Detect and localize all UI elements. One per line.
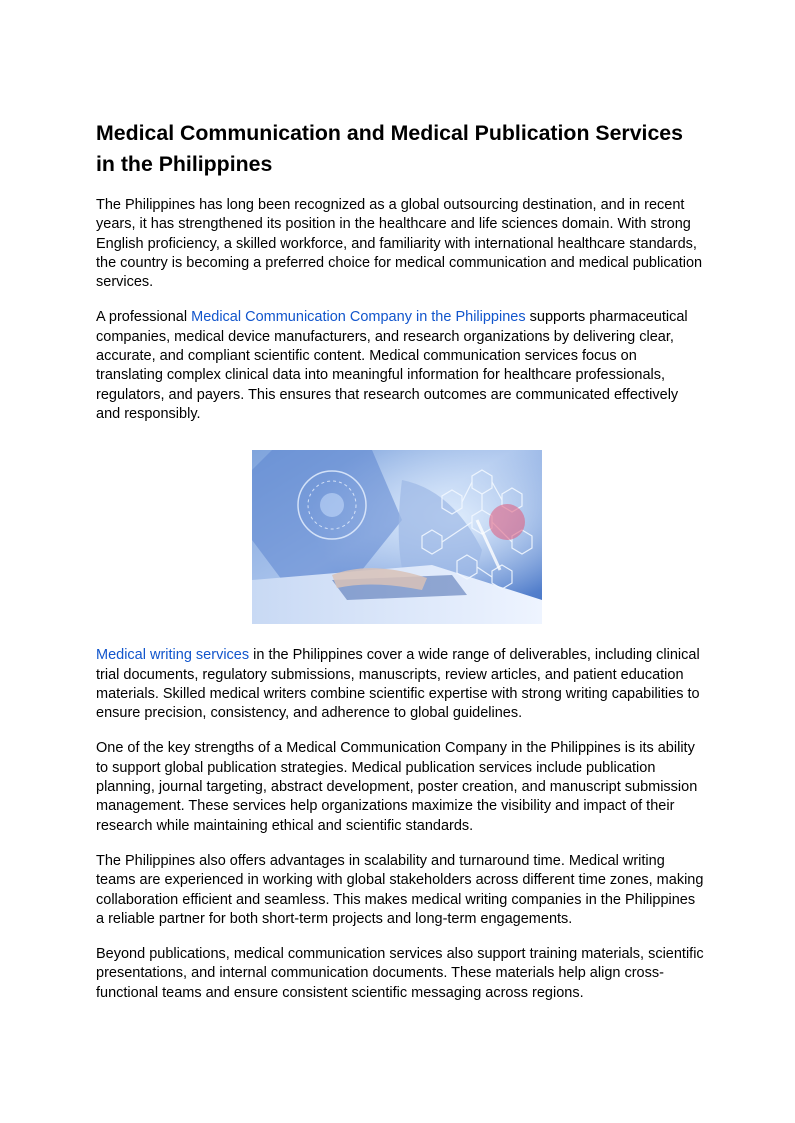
- paragraph-publication-strategies: One of the key strengths of a Medical Communication Company in the Philippines is its ability to support global publication strategies. Medical publication services include publication planning, journal targeting, abstract development, poster creation, and manuscript submission management. These services help organizations maximize the visibility and impact of their research while maintaining ethical and scientific standards.: [96, 740, 698, 834]
- medical-communication-company-link[interactable]: Medical Communication Company in the Philippines: [191, 309, 526, 326]
- paragraph-scalability: The Philippines also offers advantages in scalability and turnaround time. Medical writing teams are experienced in working with global stakeholders across different time zones, making collaboration efficient and seamless. This makes medical writing companies in the Philippines a reliable partner for both short-term projects and long-term engagements.: [96, 852, 704, 927]
- paragraph-company-lead: A professional: [96, 309, 192, 326]
- paragraph-company-rest: supports pharmaceutical companies, medical device manufacturers, and research organizations by delivering clear, accurate, and compliant scientific content. Medical communication services focus on translating complex clinical data into meaningful information for healthcare professionals, regulators, and payers. This ensures that research outcomes are communicated effectively and responsibly.: [96, 309, 688, 422]
- paragraph-writing-services: [96, 646, 706, 723]
- paragraph-company: [96, 308, 706, 424]
- paragraph-intro: The Philippines has long been recognized as a global outsourcing destination, and in recent years, it has strengthened its position in the healthcare and life sciences domain. With strong English proficiency, a skilled workforce, and familiarity with international healthcare standards, the country is becoming a preferred choice for medical communication and medical publication services.: [96, 197, 703, 291]
- medical-writing-services-link[interactable]: Medical writing services: [96, 647, 250, 664]
- paragraph-writing-services-rest: in the Philippines cover a wide range of deliverables, including clinical trial documents, regulatory submissions, manuscripts, review articles, and patient education materials. Skilled medical writers combine scientific expertise with strong writing capabilities to ensure precision, consistency, and adherence to global guidelines.: [96, 647, 700, 722]
- paragraph-beyond-publications: Beyond publications, medical communication services also support training materials, scientific presentations, and internal communication documents. These materials help align cross-functional teams and ensure consistent scientific messaging across regions.: [96, 946, 704, 1001]
- medical-technology-image: [252, 450, 542, 624]
- document-title: Medical Communication and Medical Publication Services in the Philippines: [96, 121, 683, 176]
- document-page: [96, 118, 706, 1003]
